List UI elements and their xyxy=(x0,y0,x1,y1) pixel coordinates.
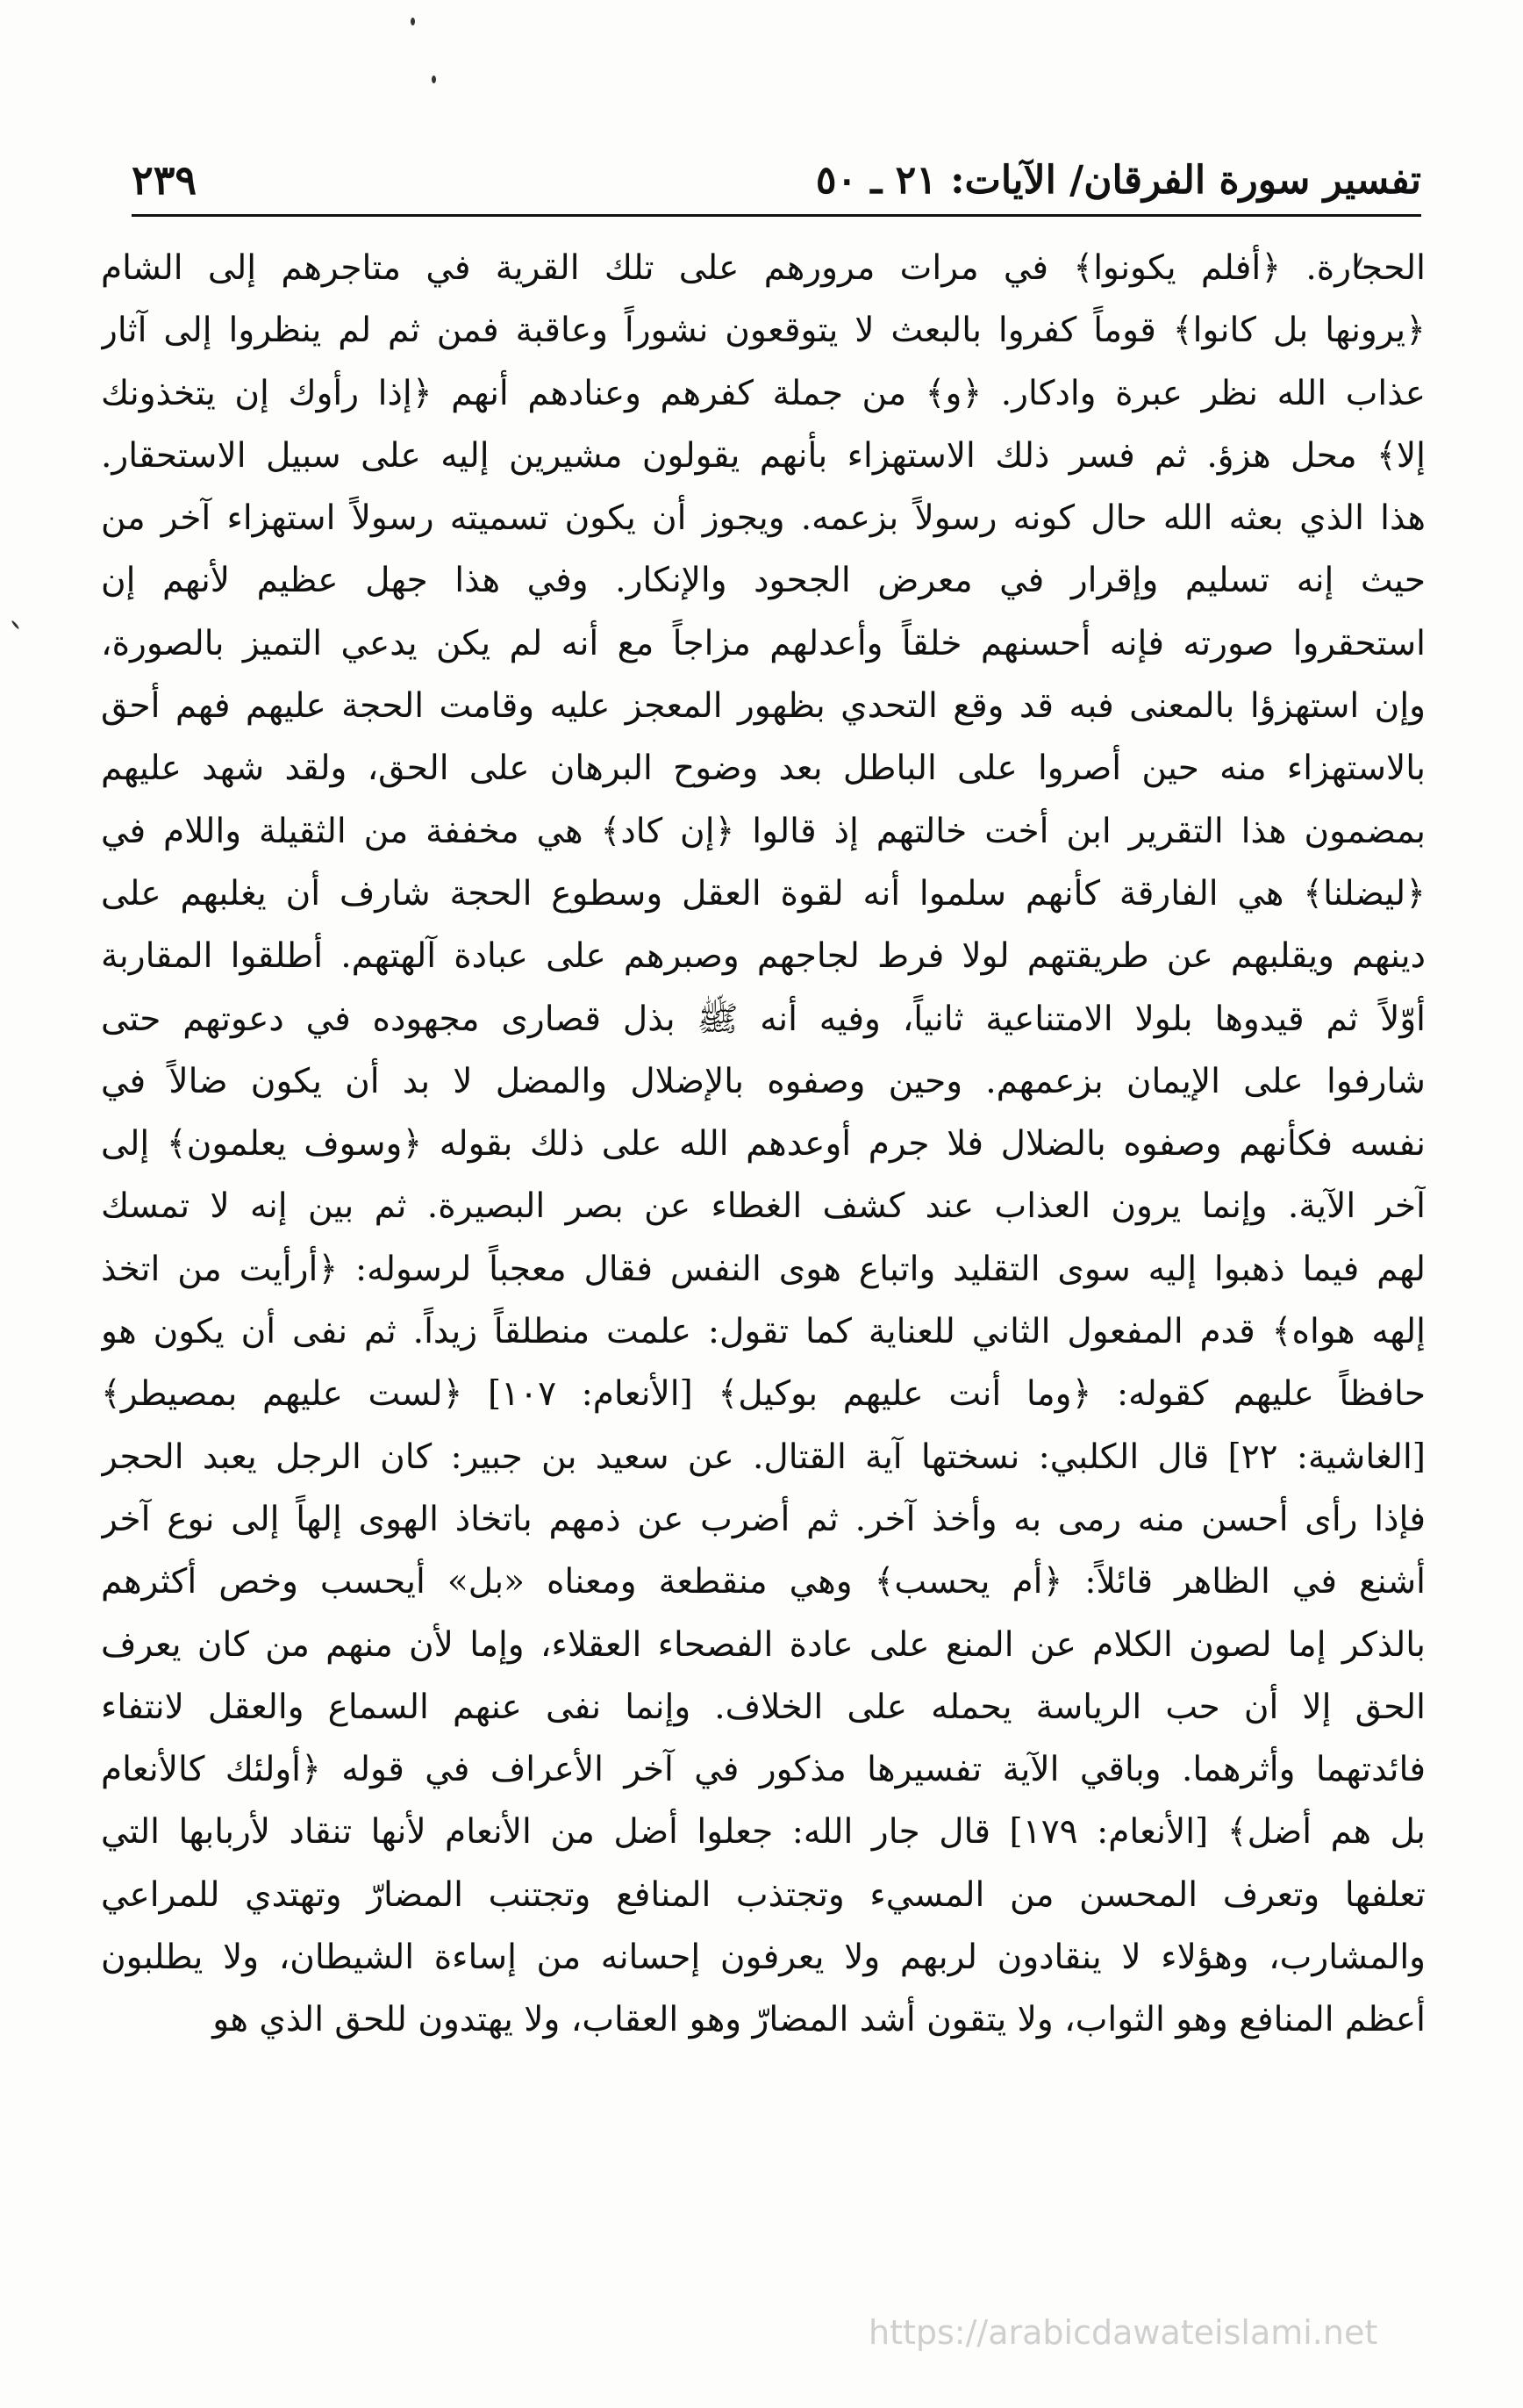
watermark-url: https://arabicdawateislami.net xyxy=(869,2313,1378,2352)
header-rule xyxy=(132,214,1421,217)
text-line: حافظاً عليهم كقوله: ﴿وما أنت عليهم بوكيل﴾ [الأنعام: ١٠٧] ﴿لست عليهم بمصيطر﴾ xyxy=(101,1374,1426,1415)
text-line: بمضمون هذا التقرير ابن أخت خالتهم إذ قالوا ﴿إن كاد﴾ هي مخففة من الثقيلة واللام في xyxy=(101,811,1426,851)
scan-speck xyxy=(432,75,436,83)
text-line: أوّلاً ثم قيدوها بلولا الامتناعية ثانياً، وفيه أنه ﷺ بذل قصارى مجهوده في دعوتهم حتى xyxy=(101,999,1426,1039)
text-line: بل هم أضل﴾ [الأنعام: ١٧٩] قال جار الله: جعلوا أضل من الأنعام لأنها تنقاد لأربابها التي xyxy=(101,1812,1426,1853)
text-line: إلا﴾ محل هزؤ. ثم فسر ذلك الاستهزاء بأنهم يقولون مشيرين إليه على سبيل الاستحقار. xyxy=(101,435,1426,476)
text-line: استحقروا صورته فإنه أحسنهم خلقاً وأعدلهم مزاجاً مع أنه لم يكن يدعي التميز بالصورة، xyxy=(101,623,1426,663)
text-line: تعلفها وتعرف المحسن من المسيء وتجتذب المنافع وتجتنب المضارّ وتهتدي للمراعي xyxy=(101,1874,1426,1915)
scan-speck xyxy=(411,18,415,25)
text-line: فإذا رأى أحسن منه رمى به وأخذ آخر. ثم أضرب عن ذمهم باتخاذ الهوى إلهاً إلى نوع آخر xyxy=(101,1499,1426,1539)
body-text xyxy=(101,237,1426,2052)
text-line: أشنع في الظاهر قائلاً: ﴿أم يحسب﴾ وهي منقطعة ومعناه «بل» أيحسب وخص أكثرهم xyxy=(101,1562,1426,1602)
text-line: إلهه هواه﴾ قدم المفعول الثاني للعناية كما تقول: علمت منطلقاً زيداً. ثم نفى أن يكون هو xyxy=(101,1312,1426,1352)
chapter-title: تفسير سورة الفرقان/ الآيات: ٢١ ـ ٥٠ xyxy=(815,158,1421,203)
running-header xyxy=(132,151,1421,212)
text-line: شارفوا على الإيمان بزعمهم. وحين وصفوه بالإضلال والمضل لا بد أن يكون ضالاً في xyxy=(101,1061,1426,1101)
text-line: هذا الذي بعثه الله حال كونه رسولاً بزعمه. ويجوز أن يكون تسميته رسولاً استهزاء آخر من xyxy=(101,498,1426,539)
text-line: الحجارة. ﴿أفلم يكونوا﴾ في مرات مرورهم على تلك القرية في متاجرهم إلى الشام xyxy=(101,248,1426,288)
text-line: بالاستهزاء منه حين أصروا على الباطل بعد وضوح البرهان على الحق، ولقد شهد عليهم xyxy=(101,749,1426,789)
text-line: ﴿ليضلنا﴾ هي الفارقة كأنهم سلموا أنه لقوة العقل وسطوع الحجة شارف أن يغلبهم على xyxy=(101,873,1426,914)
text-line: ﴿يرونها بل كانوا﴾ قوماً كفروا بالبعث لا يتوقعون نشوراً وعاقبة فمن ثم لم ينظروا إلى آثار xyxy=(101,311,1426,351)
text-line: نفسه فكأنهم وصفوه بالضلال فلا جرم أوعدهم الله على ذلك بقوله ﴿وسوف يعلمون﴾ إلى xyxy=(101,1124,1426,1165)
text-line: حيث إنه تسليم وإقرار في معرض الجحود والإنكار. وفي هذا جهل عظيم لأنهم إن xyxy=(101,561,1426,601)
text-line: فائدتهما وأثرهما. وباقي الآية تفسيرها مذكور في آخر الأعراف في قوله ﴿أولئك كالأنعام xyxy=(101,1750,1426,1790)
text-line: [الغاشية: ٢٢] قال الكلبي: نسختها آية القتال. عن سعيد بن جبير: كان الرجل يعبد الحجر xyxy=(101,1437,1426,1477)
scan-speck xyxy=(11,620,19,629)
text-line: أعظم المنافع وهو الثواب، ولا يتقون أشد المضارّ وهو العقاب، ولا يهتدون للحق الذي هو xyxy=(212,2000,1426,2040)
page-number: ٢٣٩ xyxy=(132,156,197,204)
text-line: عذاب الله نظر عبرة وادكار. ﴿و﴾ من جملة كفرهم وعنادهم أنهم ﴿إذا رأوك إن يتخذونك xyxy=(101,373,1426,413)
text-line: وإن استهزؤا بالمعنى فبه قد وقع التحدي بظهور المعجز عليه وقامت الحجة عليهم فهم أحق xyxy=(101,686,1426,727)
text-line: آخر الآية. وإنما يرون العذاب عند كشف الغطاء عن بصر البصيرة. ثم بين إنه لا تمسك xyxy=(101,1186,1426,1227)
text-line: لهم فيما ذهبوا إليه سوى التقليد واتباع هوى النفس فقال معجباً لرسوله: ﴿أرأيت من اتخذ xyxy=(101,1249,1426,1289)
text-line: دينهم ويقلبهم عن طريقتهم لولا فرط لجاجهم وصبرهم على عبادة آلهتهم. أطلقوا المقاربة xyxy=(101,936,1426,977)
text-line: بالذكر إما لصون الكلام عن المنع على عادة الفصحاء العقلاء، وإما لأن منهم من كان يعرف xyxy=(101,1624,1426,1665)
text-line: الحق إلا أن حب الرياسة يحمله على الخلاف. وإنما نفى عنهم السماع والعقل لانتفاء xyxy=(101,1687,1426,1727)
text-line: والمشارب، وهؤلاء لا ينقادون لربهم ولا يعرفون إحسانه من إساءة الشيطان، ولا يطلبون xyxy=(101,1938,1426,1978)
